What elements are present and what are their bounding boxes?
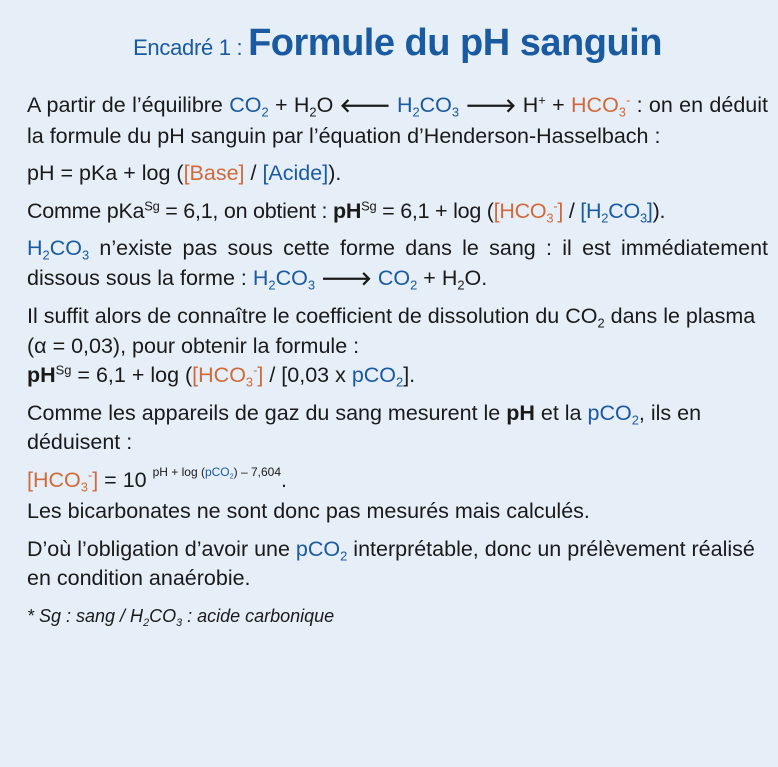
- paragraph-appareils: Comme les appareils de gaz du sang mesurent le pH et la pCO$_2$, ils en déduisent :: [27, 400, 702, 454]
- title-lead: Encadré 1 :: [133, 35, 249, 60]
- footnote: * Sg : sang / $H_2CO_3$ : acide carbonique: [27, 605, 335, 629]
- paragraph-hco3-formula: $[HCO_3^-] = 10$ $^{pH + log (pCO_2) - 7,604}$.: [27, 464, 287, 494]
- arrow-left-icon: 🡐: [339, 96, 391, 117]
- paragraph-equilibrium: A partir de l’équilibre $CO_2 + H_2O$ 🡐 $H_2CO_3$ 🡒 $H^+ + HCO_3^-$ : on en déduit la formule du pH sanguin par l’équation d’Henderson-Hasselbach :: [27, 92, 768, 148]
- paragraph-pka: Comme pKa$^{Sg}$ = 6,1, on obtient : $pH^{Sg} = 6,1 + \log ([HCO_3^-] / [H_2CO_3])$.: [27, 197, 666, 225]
- title-main: Formule du pH sanguin: [248, 22, 662, 64]
- paragraph-h2co3: $H_2CO_3$ n’existe pas sous cette forme dans le sang : il est immédiatement dissous sous la forme : $H_2CO_3$ 🡒 $CO_2 + H_2O$.: [27, 236, 768, 292]
- paragraph-dissolution: Il suffit alors de connaître le coefficient de dissolution du $CO_2$ dans le plasma (α = 0,03), pour obtenir la formule : $pH^{Sg} = 6,1 + \log ([HCO_3^-] / [0,03$ x pCO$_2$].: [27, 304, 756, 390]
- arrow-right-icon: 🡒: [320, 268, 372, 290]
- paragraph-formula-base: pH = pKa + log ([Base] / [Acide]).: [27, 161, 342, 185]
- page-title: [27, 0, 768, 74]
- arrow-right-icon: 🡒: [465, 96, 517, 117]
- paragraph-bicarbonates: Les bicarbonates ne sont donc pas mesurés mais calculés.: [27, 499, 590, 523]
- paragraph-conclusion: D’où l’obligation d’avoir une pCO$_2$ interprétable, donc un prélèvement réalisé en condition anaérobie.: [27, 536, 755, 590]
